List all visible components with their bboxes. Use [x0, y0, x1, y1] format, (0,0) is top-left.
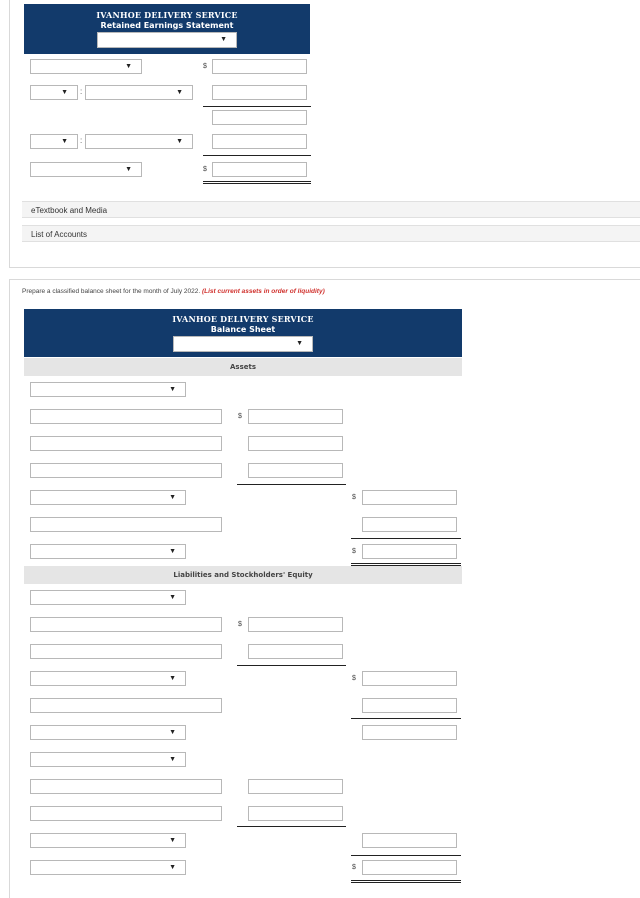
- assets-heading: Assets: [24, 358, 462, 376]
- bs-amount-input[interactable]: [248, 409, 343, 424]
- total-rule: [237, 665, 346, 666]
- bs-account-input[interactable]: [30, 436, 222, 451]
- bs-total-select[interactable]: [30, 544, 186, 559]
- panel2-top-border: [9, 279, 640, 280]
- bs-account-input[interactable]: [30, 463, 222, 478]
- bs-account-input[interactable]: [30, 698, 222, 713]
- chevron-down-icon: ▼: [61, 89, 68, 96]
- bs-amount-input[interactable]: [248, 779, 343, 794]
- panel-bottom-border: [9, 267, 640, 268]
- chevron-down-icon: ▼: [169, 386, 176, 393]
- bs-total-input[interactable]: [362, 833, 457, 848]
- bs-total-input[interactable]: [362, 490, 457, 505]
- chevron-down-icon: ▼: [296, 340, 303, 347]
- re-account-select[interactable]: [85, 134, 193, 149]
- re-amount-input[interactable]: [212, 85, 307, 100]
- bs-total-input[interactable]: [362, 725, 457, 740]
- currency-symbol: $: [238, 413, 242, 420]
- bs-statement-title: Balance Sheet: [210, 325, 276, 334]
- chevron-down-icon: ▼: [169, 548, 176, 555]
- re-period-select[interactable]: [97, 32, 237, 48]
- re-ending-balance-input[interactable]: [212, 162, 307, 177]
- bs-total-input[interactable]: [362, 671, 457, 686]
- double-rule: [351, 882, 461, 883]
- etextbook-link[interactable]: eTextbook and Media: [22, 201, 640, 218]
- retained-earnings-header: [24, 4, 310, 54]
- total-rule: [351, 718, 461, 719]
- bs-period-select[interactable]: [173, 336, 313, 352]
- re-account-select[interactable]: [30, 162, 142, 177]
- re-sign-select[interactable]: [30, 134, 78, 149]
- re-sign-select[interactable]: [30, 85, 78, 100]
- currency-symbol: $: [352, 675, 356, 682]
- chevron-down-icon: ▼: [176, 138, 183, 145]
- double-rule: [203, 181, 311, 182]
- bs-section-select[interactable]: [30, 382, 186, 397]
- bs-total-select[interactable]: [30, 490, 186, 505]
- bs-total-assets-input[interactable]: [362, 544, 457, 559]
- double-rule: [203, 183, 311, 184]
- currency-symbol: $: [352, 494, 356, 501]
- total-rule: [351, 855, 461, 856]
- re-amount-input[interactable]: [212, 59, 307, 74]
- instructions-emphasis: (List current assets in order of liquidity): [201, 288, 325, 295]
- bs-section-select[interactable]: [30, 725, 186, 740]
- panel-left-border: [9, 0, 10, 268]
- re-account-select[interactable]: [85, 85, 193, 100]
- instructions: [22, 288, 325, 295]
- total-rule: [237, 484, 346, 485]
- chevron-down-icon: ▼: [61, 138, 68, 145]
- currency-symbol: $: [203, 166, 207, 173]
- chevron-down-icon: ▼: [169, 675, 176, 682]
- bs-account-input[interactable]: [30, 617, 222, 632]
- bs-account-input[interactable]: [30, 806, 222, 821]
- chevron-down-icon: ▼: [169, 729, 176, 736]
- chevron-down-icon: ▼: [220, 36, 227, 43]
- re-account-select[interactable]: [30, 59, 142, 74]
- bs-section-select[interactable]: [30, 590, 186, 605]
- bs-amount-input[interactable]: [248, 617, 343, 632]
- currency-symbol: $: [352, 548, 356, 555]
- bs-account-input[interactable]: [30, 644, 222, 659]
- currency-symbol: $: [203, 63, 207, 70]
- re-company-name: IVANHOE DELIVERY SERVICE: [96, 10, 238, 20]
- bs-total-select[interactable]: [30, 833, 186, 848]
- chevron-down-icon: ▼: [169, 837, 176, 844]
- currency-symbol: $: [238, 621, 242, 628]
- re-amount-input[interactable]: [212, 134, 307, 149]
- bs-total-liabilities-equity-input[interactable]: [362, 860, 457, 875]
- chevron-down-icon: ▼: [169, 594, 176, 601]
- bs-amount-input[interactable]: [248, 463, 343, 478]
- chevron-down-icon: ▼: [176, 89, 183, 96]
- bs-total-select[interactable]: [30, 671, 186, 686]
- currency-symbol: $: [352, 864, 356, 871]
- colon-separator: :: [80, 87, 83, 96]
- chevron-down-icon: ▼: [169, 494, 176, 501]
- double-rule: [351, 880, 461, 881]
- bs-amount-input[interactable]: [248, 644, 343, 659]
- total-rule: [203, 106, 311, 107]
- double-rule: [351, 563, 461, 564]
- bs-total-input[interactable]: [362, 698, 457, 713]
- instructions-text: Prepare a classified balance sheet for the month of July 2022.: [22, 288, 201, 295]
- total-rule: [203, 155, 311, 156]
- panel2-left-border: [9, 279, 10, 898]
- total-rule: [237, 826, 346, 827]
- bs-total-select[interactable]: [30, 860, 186, 875]
- bs-amount-input[interactable]: [248, 806, 343, 821]
- balance-sheet-header: [24, 309, 462, 357]
- bs-account-input[interactable]: [30, 409, 222, 424]
- bs-account-input[interactable]: [30, 779, 222, 794]
- chevron-down-icon: ▼: [169, 864, 176, 871]
- colon-separator: :: [80, 136, 83, 145]
- chevron-down-icon: ▼: [125, 63, 132, 70]
- chevron-down-icon: ▼: [169, 756, 176, 763]
- bs-company-name: IVANHOE DELIVERY SERVICE: [172, 314, 314, 324]
- bs-account-input[interactable]: [30, 517, 222, 532]
- total-rule: [351, 538, 461, 539]
- bs-amount-input[interactable]: [248, 436, 343, 451]
- re-amount-input[interactable]: [212, 110, 307, 125]
- list-of-accounts-link[interactable]: List of Accounts: [22, 225, 640, 242]
- re-statement-title: Retained Earnings Statement: [100, 21, 234, 30]
- chevron-down-icon: ▼: [125, 166, 132, 173]
- bs-section-select[interactable]: [30, 752, 186, 767]
- liabilities-equity-heading: Liabilities and Stockholders' Equity: [24, 566, 462, 584]
- bs-total-input[interactable]: [362, 517, 457, 532]
